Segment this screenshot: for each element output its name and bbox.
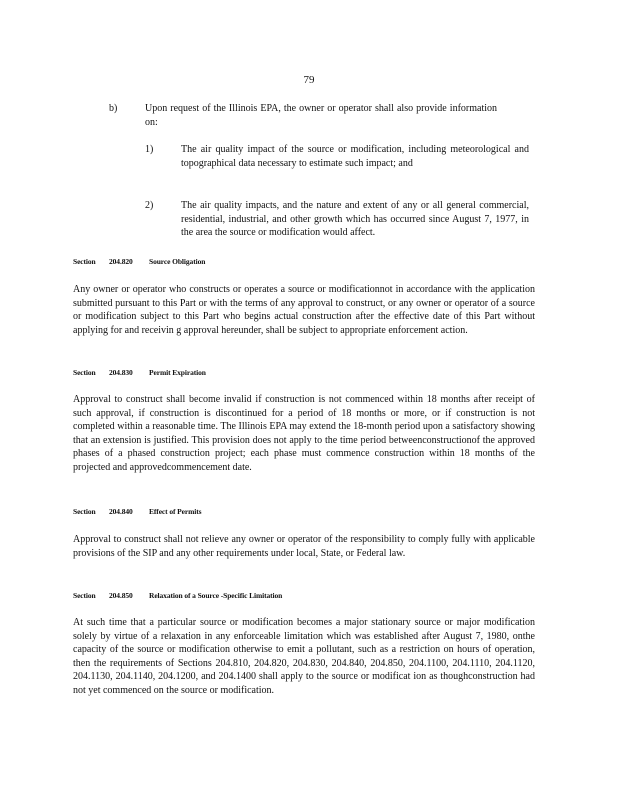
section-number: 204.850 — [109, 591, 133, 600]
sub-item-2-text: The air quality impacts, and the nature and extent of any or all general commercial, residential, industrial, and other growth which has occurred since August 7, 1977, in the area the source or modification would affect. — [181, 200, 529, 238]
section-title: Relaxation of a Source -Specific Limitation — [149, 591, 283, 600]
section-body: Approval to construct shall become invalid if construction is not commenced within 18 months after receipt of such approval, if construction is discontinued for a period of 18 months or more, or if construction is not completed within a reasonable time. The Illinois EPA may extend the 18-month period upon a satisfactory showing that an extension is justified. This provision does not apply to the time period betweenconstructionof the approved phases of a phased construction project; each phase must commence construction within 18 months of the projected and approvedcommencement date. — [73, 394, 535, 473]
section-title: Source Obligation — [149, 257, 206, 266]
section-number: 204.830 — [109, 368, 133, 377]
section-body: Approval to construct shall not relieve any owner or operator of the responsibility to comply fully with applicable provisions of the SIP and any other requirements under local, State, or Federal law. — [73, 534, 535, 559]
section-number: 204.820 — [109, 257, 133, 266]
section-body: Any owner or operator who constructs or operates a source or modificationnot in accordance with the application submitted pursuant to this Part or with the terms of any approval to construct, or any owner or operator of a source or modification subject to this Part who begins actual construction after the effective date of this Part without applying for and receivin g approval hereunder, shall be subject to appropriate enforcement action. — [73, 284, 535, 336]
item-b-text: Upon request of the Illinois EPA, the owner or operator shall also provide information on: — [145, 103, 497, 128]
section-heading — [73, 368, 206, 377]
section-heading — [73, 591, 282, 600]
section-label: Section — [73, 257, 96, 266]
section-label: Section — [73, 368, 96, 377]
section-title: Permit Expiration — [149, 368, 206, 377]
section-number: 204.840 — [109, 507, 133, 516]
sub-item-1-marker: 1) — [145, 144, 154, 155]
section-label: Section — [73, 507, 96, 516]
page-number: 79 — [303, 74, 315, 86]
section-label: Section — [73, 591, 96, 600]
section-heading — [73, 507, 201, 516]
sub-item-1-text: The air quality impact of the source or modification, including meteorological and topographical data necessary to estimate such impact; and — [181, 144, 529, 169]
section-heading — [73, 257, 205, 266]
sub-item-2-marker: 2) — [145, 200, 154, 211]
section-title: Effect of Permits — [149, 507, 202, 516]
section-body: At such time that a particular source or modification becomes a major stationary source or major modification solely by virtue of a relaxation in any enforceable limitation which was established after August 7, 1980, onthe capacity of the source or modification otherwise to emit a pollutant, such as a restriction on hours of operation, then the requirements of Sections 204.810, 204.820, 204.830, 204.840, 204.850, 204.1100, 204.1110, 204.1120, 204.1130, 204.1140, 204.1200, and 204.1400 shall apply to the source or modificat ion as thoughconstruction had not yet commenced on the source or modification. — [73, 617, 535, 696]
item-b-marker: b) — [109, 103, 118, 114]
